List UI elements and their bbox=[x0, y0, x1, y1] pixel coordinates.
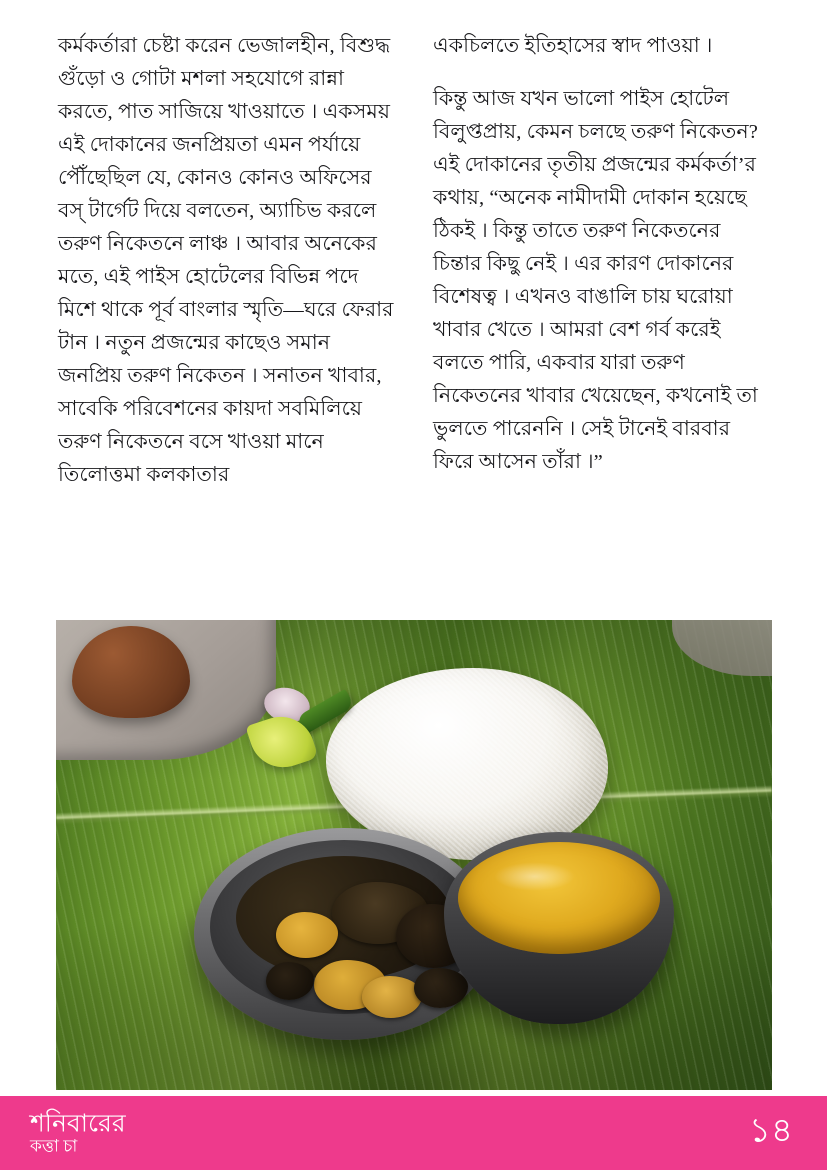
plate-inner bbox=[210, 840, 478, 1014]
left-column bbox=[58, 30, 395, 492]
photo-banana-leaf-thali bbox=[56, 620, 772, 1090]
logo-line-1: শনিবারের bbox=[30, 1110, 126, 1138]
page-footer bbox=[0, 1096, 827, 1170]
potato-piece bbox=[362, 976, 422, 1018]
magazine-logo bbox=[30, 1112, 126, 1155]
right-column bbox=[433, 30, 770, 492]
curry-piece bbox=[266, 962, 314, 1000]
page-number: ১৪ bbox=[748, 1112, 793, 1150]
article-body bbox=[58, 30, 770, 492]
article-photo bbox=[56, 620, 772, 1090]
logo-line-2: কত্তা চা bbox=[30, 1136, 78, 1156]
paragraph: কর্মকর্তারা চেষ্টা করেন ভেজালহীন, বিশুদ্ধ গুঁড়ো ও গোটা মশলা সহযোগে রান্না করতে, পাত সাজিয়ে খাওয়াতে । একসময় এই দোকানের জনপ্রিয়তা এমন পর্যায়ে পৌঁছেছিল যে, কোনও কোনও অফিসের বস্ টার্গেট দিয়ে বলতেন, অ্যাচিভ করলে তরুণ নিকেতনে লাঞ্চ । আবার অনেকের মতে, এই পাইস হোটেলের বিভিন্ন পদে মিশে থাকে পূর্ব বাংলার স্মৃতি—ঘরে ফেরার টান । নতুন প্রজন্মের কাছেও সমান জনপ্রিয় তরুণ নিকেতন । সনাতন খাবার, সাবেকি পরিবেশনের কায়দা সবমিলিয়ে তরুণ নিকেতনে বসে খাওয়া মানে তিলোত্তমা কলকাতার bbox=[58, 35, 394, 486]
dal-soup bbox=[458, 842, 660, 954]
mixed-curry bbox=[236, 856, 452, 980]
paragraph: একচিলতে ইতিহাসের স্বাদ পাওয়া । bbox=[433, 35, 713, 57]
paragraph: কিন্তু আজ যখন ভালো পাইস হোটেল বিলুপ্তপ্রায়, কেমন চলছে তরুণ নিকেতন? এই দোকানের তৃতীয় প্রজন্মের কর্মকর্তা’র কথায়, “অনেক নামীদামী দোকান হয়েছে ঠিকই । কিন্তু তাতে তরুণ নিকেতনের চিন্তার কিছু নেই । এর কারণ দোকানের বিশেষত্ব । এখনও বাঙালি চায় ঘরোয়া খাবার খেতে । আমরা বেশ গর্ব করেই বলতে পারি, একবার যারা তরুণ নিকেতনের খাবার খেয়েছেন, কখনোই তা ভুলতে পারেননি । সেই টানেই বারবার ফিরে আসেন তাঁরা ।” bbox=[433, 88, 758, 473]
potato-piece bbox=[276, 912, 338, 958]
